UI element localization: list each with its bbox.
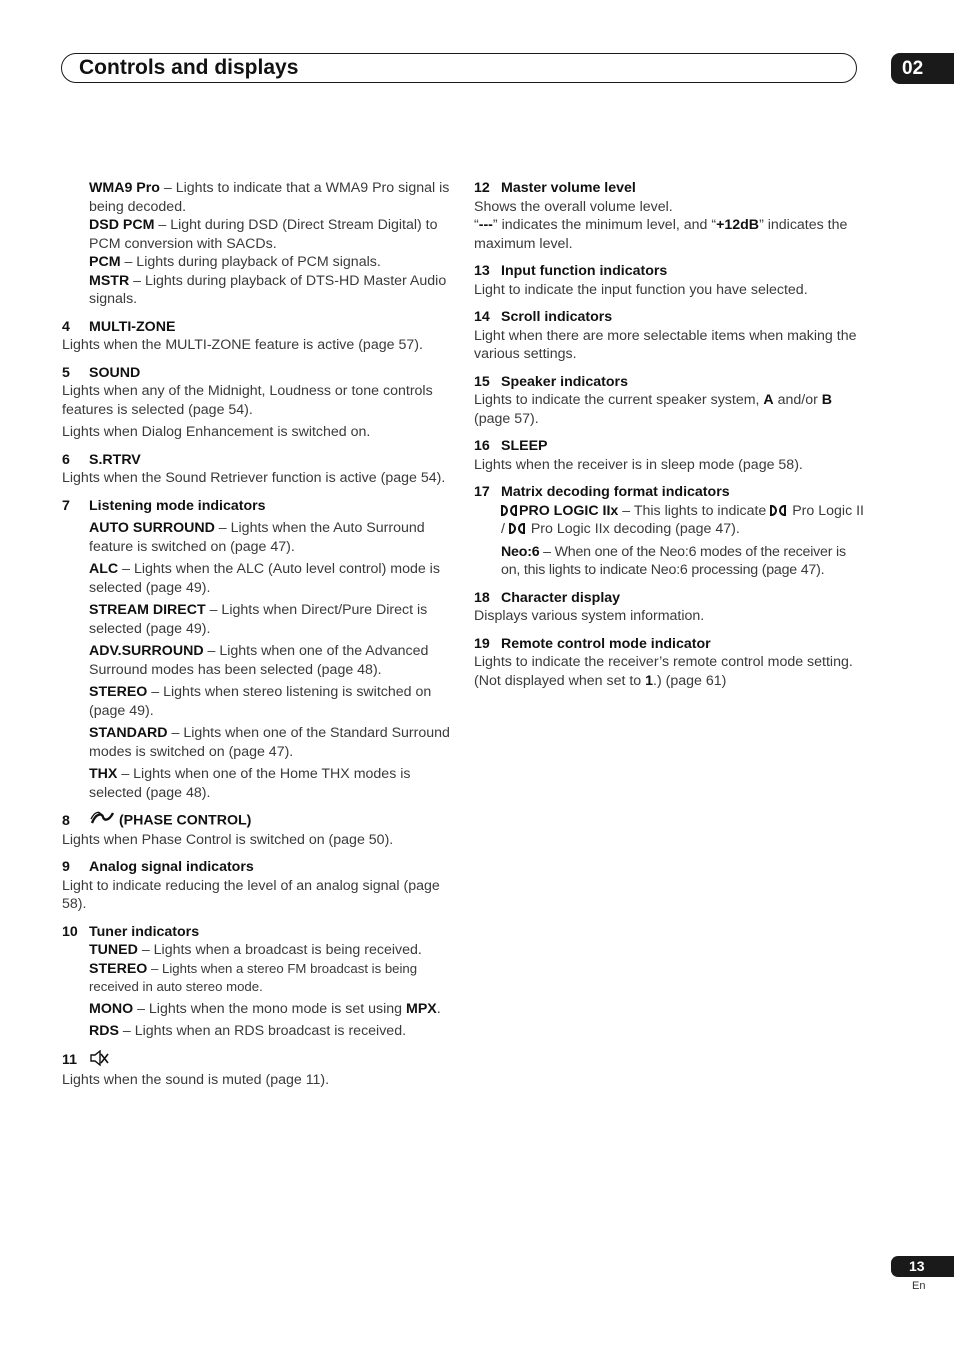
dolby-icon — [770, 505, 786, 516]
section-input-function: 13 Input function indicators Light to indicate the input function you have selected. — [474, 263, 808, 298]
mute-icon — [89, 1050, 109, 1072]
section-listening-mode: 7 Listening mode indicators AUTO SURROUND – Lights when the Auto Surround feature is switched on (page 47). ALC – Lights when the ALC (Auto level control) mode is selected (page 49). STREAM DIRECT – Lights when Direct/Pure Direct is selected (page 49). ADV.SURROUND – Lights when one of the Advanced Surround modes has been selected (page 48). STEREO – Lights when stereo listening is switched on (page 49). STANDARD – Lights when one of the Standard Surround modes is switched on (page 47). THX – Lights when one of the Home THX modes is selected (page 48). — [62, 497, 450, 801]
dolby-icon — [509, 523, 525, 534]
section-mute: 11 Lights when the sound is muted (page 11). — [62, 1050, 452, 1090]
section-remote-control-mode: 19 Remote control mode indicator Lights to indicate the receiver’s remote control mode setting. (Not displayed when set to 1.) (page 61) — [474, 635, 853, 689]
section-matrix-decoding: 17 Matrix decoding format indicators PRO LOGIC IIx – This lights to indicate Pro Logic II / Pro Logic IIx decoding (page 47). Neo:6 – When one of the Neo:6 modes of the receiver is on, this lights to indicate Neo:6 processing (page 47). — [474, 484, 864, 578]
section-tuner: 10 Tuner indicators TUNED – Lights when a broadcast is being received. STEREO – Lights when a stereo FM broadcast is being received in auto stereo mode. MONO – Lights when the mono mode is set using MPX. RDS – Lights when an RDS broadcast is received. — [62, 923, 441, 1039]
section-speaker: 15 Speaker indicators Lights to indicate the current speaker system, A and/or B (page 57). — [474, 373, 833, 427]
page-number: 13 — [891, 1256, 954, 1277]
section-analog-signal: 9 Analog signal indicators Light to indicate reducing the level of an analog signal (page 58). — [62, 859, 440, 912]
section-sleep: 16 SLEEP Lights when the receiver is in sleep mode (page 58). — [474, 438, 803, 473]
section-s-rtrv: 6 S.RTRV Lights when the Sound Retriever function is active (page 54). — [62, 451, 446, 486]
continued-list: WMA9 Pro – Lights to indicate that a WMA9 Pro signal is being decoded. DSD PCM – Light during DSD (Direct Stream Digital) to PCM conversion with SACDs. PCM – Lights during playback of PCM signals. MSTR – Lights during playback of DTS-HD Master Audio signals. — [89, 180, 450, 307]
section-sound: 5 SOUND Lights when any of the Midnight, Loudness or tone controls features is selected (page 54). Lights when Dialog Enhancement is switched on. — [62, 364, 433, 440]
section-multi-zone: 4 MULTI-ZONE Lights when the MULTI-ZONE feature is active (page 57). — [62, 318, 423, 353]
language-code: En — [912, 1280, 926, 1292]
section-character-display: 18 Character display Displays various system information. — [474, 589, 705, 624]
right-column — [474, 179, 866, 699]
left-column — [62, 179, 452, 1099]
phase-control-icon — [89, 811, 115, 831]
dolby-icon — [501, 505, 517, 516]
page-title: Controls and displays — [79, 56, 299, 79]
section-phase-control: 8 (PHASE CONTROL) Lights when Phase Control is switched on (page 50). — [62, 812, 394, 848]
section-master-volume: 12 Master volume level Shows the overall volume level. “---” indicates the minimum level, and “+12dB” indicates the maximum level. — [474, 180, 848, 252]
chapter-number: 02 — [891, 53, 954, 84]
section-scroll: 14 Scroll indicators Light when there are more selectable items when making the various settings. — [474, 309, 857, 362]
